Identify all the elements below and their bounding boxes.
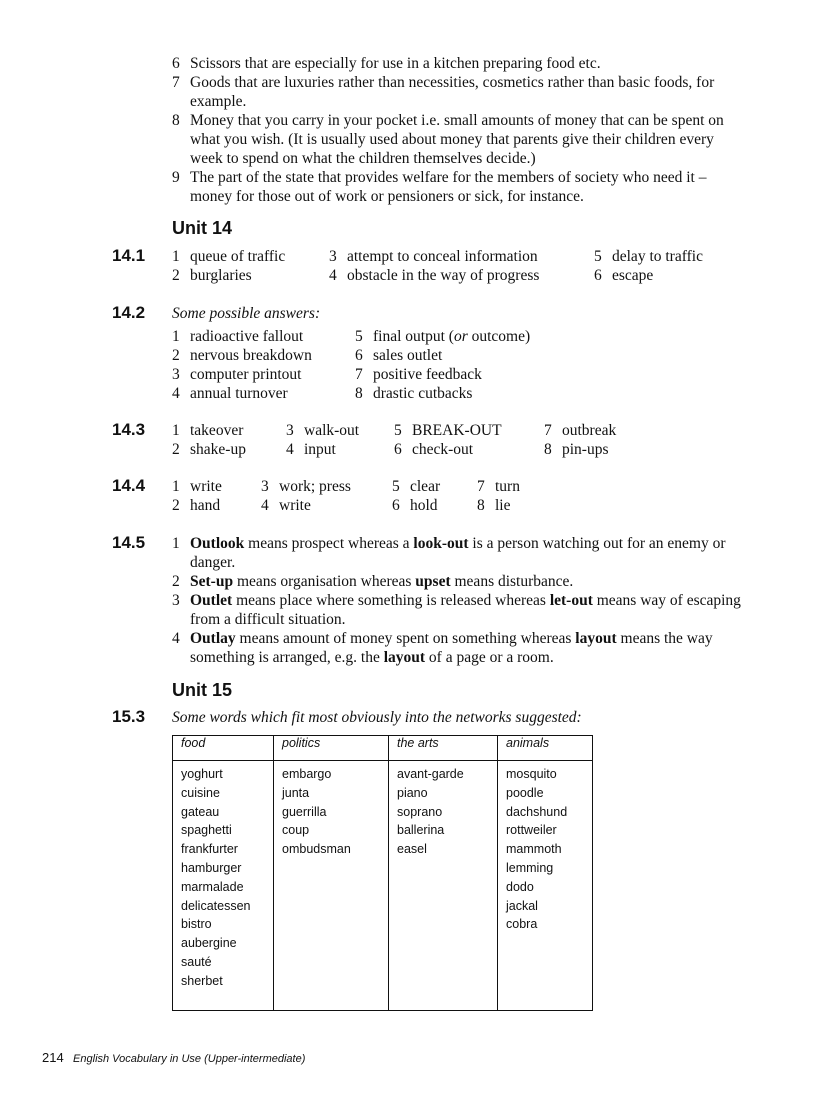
column-header-the-arts: the arts (389, 736, 498, 761)
list-item: 3 work; press (261, 478, 351, 495)
list-item: junta (282, 785, 310, 800)
list-item: 1 queue of traffic (172, 248, 286, 265)
networks-table (172, 735, 593, 1011)
list-item: 6 hold (392, 497, 438, 514)
exercise-14-1-col2 (329, 247, 539, 285)
list-item: dodo (506, 879, 534, 894)
list-item: 8 pin-ups (544, 441, 609, 458)
list-item: dachshund (506, 804, 568, 819)
exercise-14-3-col1 (172, 421, 246, 459)
column-politics (274, 761, 389, 1011)
list-item: cobra (506, 917, 538, 932)
list-item: 3 Outlet means place where something is released whereas let-out means way of escaping (172, 592, 741, 609)
list-item: 3 attempt to conceal information (329, 248, 538, 265)
list-item: mammoth (506, 842, 562, 857)
list-item: bistro (181, 917, 212, 932)
list-item: 3 walk-out (286, 422, 360, 439)
list-item: 1 radioactive fallout (172, 328, 304, 345)
list-item: 8 Money that you carry in your pocket i.e. small amounts of money that can be spent on (172, 112, 724, 129)
list-item: guerrilla (282, 804, 327, 819)
list-item: 5 clear (392, 478, 441, 495)
list-item: marmalade (181, 879, 244, 894)
list-item: ombudsman (282, 842, 351, 857)
list-item: 9 The part of the state that provides welfare for the members of society who need it – (172, 169, 707, 186)
list-item: poodle (506, 785, 544, 800)
list-item: embargo (282, 767, 332, 781)
list-item: lemming (506, 860, 554, 875)
list-item: avant-garde (397, 767, 464, 781)
list-item: 7 outbreak (544, 422, 617, 439)
list-item: 6 check-out (394, 441, 474, 458)
list-item: rottweiler (506, 823, 557, 838)
list-item: gateau (181, 804, 220, 819)
list-item: 4 Outlay means amount of money spent on something whereas layout means the way (172, 630, 713, 647)
list-item: jackal (506, 898, 538, 913)
list-item: spaghetti (181, 823, 232, 838)
list-item: 7 positive feedback (355, 366, 482, 383)
list-item: 5 BREAK-OUT (394, 422, 502, 439)
exercise-label-14-1: 14.1 (112, 246, 146, 265)
list-item: 8 drastic cutbacks (355, 385, 473, 402)
exercise-label-14-2: 14.2 (112, 303, 146, 322)
exercise-label-14-4: 14.4 (112, 476, 146, 495)
exercise-15-3-intro: Some words which fit most obviously into the networks suggested: (172, 709, 582, 726)
table-row (173, 761, 593, 1011)
column-header-politics: politics (274, 736, 389, 761)
list-item: 7 turn (477, 478, 520, 495)
list-item: coup (282, 823, 310, 838)
table-header-row (173, 736, 593, 761)
exercise-label-14-5: 14.5 (112, 533, 146, 552)
list-item: 4 input (286, 441, 336, 458)
list-item: easel (397, 842, 427, 857)
book-title: English Vocabulary in Use (Upper-intermediate) (73, 1053, 306, 1065)
list-item: cuisine (181, 785, 220, 800)
list-item: 4 obstacle in the way of progress (329, 267, 540, 284)
exercise-14-1-col1 (172, 247, 285, 285)
list-item: 8 lie (477, 497, 511, 514)
column-header-animals: animals (498, 736, 593, 761)
list-item: 2 burglaries (172, 267, 252, 284)
list-item: 2 nervous breakdown (172, 347, 312, 364)
list-item: delicatessen (181, 898, 251, 913)
intro-list: 6 Scissors that are especially for use in a kitchen preparing food etc. 7 Goods that are luxuries rather than necessities, cosmetics rather than basic foods, for example. 8 Money that you carry in your pocket i.e. small amounts of money that can be spent on what you wish. (It is usually used about money that parents give their children every week to spend on what the children themselves decide.) 9 The part of the state that provides welfare for the members of society who need it – money for those out of work or pensioners or sick, for instance. (172, 55, 724, 205)
list-item: 2 hand (172, 497, 221, 514)
column-header-food: food (173, 736, 274, 761)
exercise-label-15-3: 15.3 (112, 707, 146, 726)
list-item: piano (397, 785, 428, 800)
page-number: 214 (42, 1050, 64, 1065)
exercise-14-4-col3 (392, 477, 440, 515)
exercise-14-2-intro: Some possible answers: (172, 305, 321, 322)
list-item: 6 escape (594, 267, 654, 284)
column-animals (498, 761, 593, 1011)
list-item: 4 annual turnover (172, 385, 288, 402)
exercise-14-2-col2 (355, 327, 530, 403)
exercise-14-1-col3 (594, 247, 703, 285)
unit-15-title: Unit 15 (172, 680, 233, 700)
list-item: 3 computer printout (172, 366, 302, 383)
list-item: aubergine (181, 936, 237, 951)
list-item: 2 Set-up means organisation whereas upset means disturbance. (172, 573, 574, 590)
list-item: 2 shake-up (172, 441, 246, 458)
list-item: 6 sales outlet (355, 347, 443, 364)
list-item: 1 takeover (172, 422, 244, 439)
page-footer (42, 1050, 305, 1065)
list-item: sherbet (181, 973, 223, 988)
list-item: sauté (181, 954, 212, 969)
exercise-14-3-col4 (544, 421, 616, 459)
list-item: hamburger (181, 860, 242, 875)
list-item: 5 delay to traffic (594, 248, 703, 265)
list-item: mosquito (506, 767, 557, 781)
list-item: 1 Outlook means prospect whereas a look-out is a person watching out for an enemy or (172, 535, 726, 552)
exercise-14-4-col1 (172, 477, 222, 515)
list-item: 6 Scissors that are especially for use in a kitchen preparing food etc. (172, 55, 601, 72)
column-the-arts (389, 761, 498, 1011)
exercise-14-3-col3 (394, 421, 502, 459)
list-item: frankfurter (181, 842, 238, 857)
list-item: soprano (397, 804, 443, 819)
exercise-14-2-col1 (172, 327, 312, 403)
exercise-14-3-col2 (286, 421, 359, 459)
column-food (173, 761, 274, 1011)
unit-14-title: Unit 14 (172, 218, 233, 238)
exercise-14-4-col2 (261, 477, 351, 515)
exercise-label-14-3: 14.3 (112, 420, 146, 439)
list-item: 1 write (172, 478, 222, 495)
list-item: ballerina (397, 823, 445, 838)
list-item: 4 write (261, 497, 311, 514)
list-item: 7 Goods that are luxuries rather than necessities, cosmetics rather than basic foods, for (172, 74, 715, 91)
list-item: yoghurt (181, 767, 223, 781)
list-item: 5 final output (or outcome) (355, 328, 531, 345)
exercise-14-4-col4 (477, 477, 520, 515)
exercise-14-5-list: 1 Outlook means prospect whereas a look-out is a person watching out for an enemy or danger. 2 Set-up means organisation whereas upset means disturbance. 3 Outlet means place where something is released whereas let-out means way of escaping from a difficult situation. 4 Outlay means amount of money spent on something whereas layout means the way something is arranged, e.g. the layout of a page or a room. (172, 535, 741, 666)
